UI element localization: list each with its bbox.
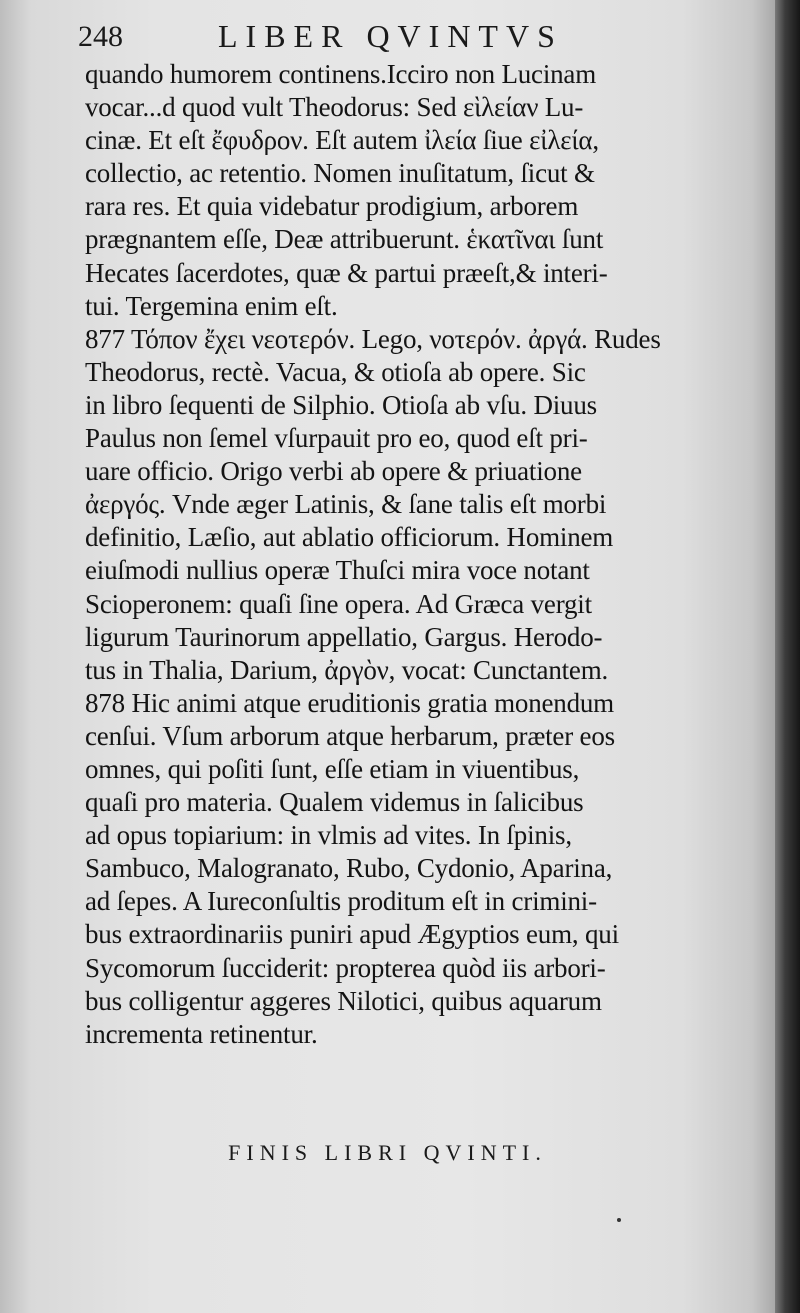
text-line: ligurum Taurinorum appellatio, Gargus. Herodo- (85, 621, 603, 652)
text-line: tui. Tergemina enim eſt. (85, 290, 338, 321)
text-line: prægnantem eſſe, Deæ attribuerunt. ἑκατῖναι ſunt (85, 224, 604, 255)
page-number: 248 (78, 20, 123, 53)
text-line: Sycomorum ſucciderit: propterea quòd iis arbori- (85, 952, 606, 983)
text-line: incrementa retinentur. (85, 1018, 318, 1049)
text-line: cenſui. Vſum arborum atque herbarum, præter eos (85, 720, 615, 751)
text-line: Sambuco, Malogranato, Rubo, Cydonio, Aparina, (85, 853, 613, 884)
text-line: bus colligentur aggeres Nilotici, quibus aquarum (85, 985, 602, 1016)
text-line: 878 Hic animi atque eruditionis gratia monendum (85, 687, 614, 718)
book-gutter (775, 0, 800, 1313)
body-text (85, 58, 735, 1051)
text-line: tus in Thalia, Darium, ἀργὸν, vocat: Cunctantem. (85, 654, 609, 685)
text-line: 877 Τόπον ἔχει νεοτερόν. Lego, νοτερόν. ἀργά. Rudes (85, 323, 661, 354)
page-header (78, 18, 718, 58)
text-line: Scioperonem: quaſi ſine opera. Ad Græca vergit (85, 588, 592, 619)
text-line: quaſi pro materia. Qualem videmus in ſalicibus (85, 787, 584, 818)
text-line: collectio, ac retentio. Nomen inuſitatum, ſicut & (85, 158, 595, 189)
text-line: uare officio. Origo verbi ab opere & priuatione (85, 456, 582, 487)
text-line: cinæ. Et eſt ἔφυδρον. Eſt autem ἰλεία ſiue εἰλεία, (85, 125, 599, 156)
text-line: vocar...d quod vult Theodorus: Sed εὶλείαν Lu- (85, 92, 584, 123)
text-line: Theodorus, rectè. Vacua, & otioſa ab opere. Sic (85, 356, 586, 387)
text-line: in libro ſequenti de Silphio. Otioſa ab vſu. Diuus (85, 389, 597, 420)
running-head: LIBER QVINTVS (218, 18, 563, 54)
text-line: definitio, Læſio, aut ablatio officiorum. Hominem (85, 522, 614, 553)
text-line: ἀεργός. Vnde æger Latinis, & ſane talis eſt morbi (85, 489, 607, 520)
text-line: eiuſmodi nullius operæ Thuſci mira voce notant (85, 555, 590, 586)
text-line: rara res. Et quia videbatur prodigium, arborem (85, 191, 579, 222)
ink-speck (617, 1218, 621, 1222)
text-line: omnes, qui poſiti ſunt, eſſe etiam in viuentibus, (85, 753, 580, 784)
finis-line: FINIS LIBRI QVINTI. (228, 1140, 547, 1165)
text-line: Hecates ſacerdotes, quæ & partui præeſt,& interi- (85, 257, 608, 288)
text-line: ad ſepes. A Iureconſultis proditum eſt in crimini- (85, 886, 597, 917)
text-line: quando humorem continens.Icciro non Lucinam (85, 59, 597, 89)
text-line: ad opus topiarium: in vlmis ad vites. In ſpinis, (85, 820, 572, 851)
text-line: bus extraordinariis puniri apud Ægyptios eum, qui (85, 919, 619, 950)
text-line: Paulus non ſemel vſurpauit pro eo, quod eſt pri- (85, 423, 588, 454)
page-footer (0, 1140, 775, 1166)
